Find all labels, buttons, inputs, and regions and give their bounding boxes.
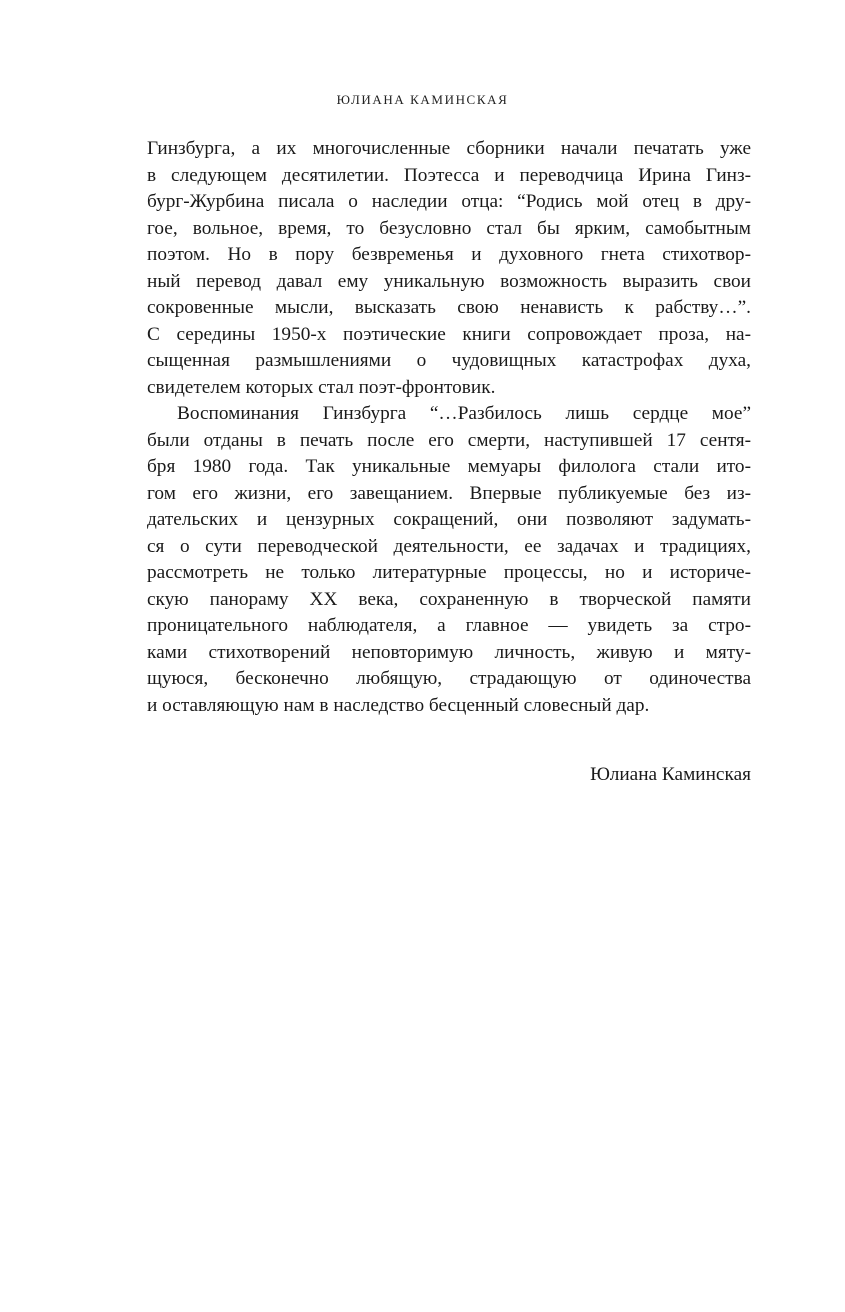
text-line: проницательного наблюдателя, а главное — увидеть за стро- (147, 615, 751, 636)
text-line: в следующем десятилетии. Поэтесса и переводчица Ирина Гинз- (147, 164, 751, 186)
text-line: ся о сути переводческой деятельности, ее задачах и традициях, (147, 535, 751, 557)
text-line: дательских и цензурных сокращений, они позволяют задумать- (147, 509, 751, 530)
text-line: ный перевод давал ему уникальную возможность выразить свои (147, 270, 751, 292)
text-line: сокровенные мысли, высказать свою ненависть к рабству…”. (147, 297, 751, 318)
text-line: сыщенная размышлениями о чудовищных катастрофах духа, (147, 350, 751, 371)
author-signature: Юлиана Каминская (590, 764, 751, 785)
text-line: рассмотреть не только литературные процессы, но и историче- (147, 562, 751, 583)
running-head: ЮЛИАНА КАМИНСКАЯ (336, 92, 509, 107)
text-line: гом его жизни, его завещанием. Впервые публикуемые без из- (147, 482, 751, 504)
text-line: гое, вольное, время, то безусловно стал бы ярким, самобытным (147, 217, 751, 239)
text-line: С середины 1950-х поэтические книги сопровождает проза, на- (147, 323, 751, 345)
text-line: поэтом. Но в пору безвременья и духовного гнета стихотвор- (147, 244, 751, 265)
body-text (147, 136, 751, 719)
text-line: щуюся, бесконечно любящую, страдающую от одиночества (147, 668, 751, 689)
text-line: Воспоминания Гинзбурга “…Разбилось лишь сердце мое” (177, 403, 751, 424)
text-line: ками стихотворений неповторимую личность, живую и мяту- (147, 641, 751, 663)
text-line: бург-Журбина писала о наследии отца: “Родись мой отец в дру- (147, 191, 751, 212)
text-line: свидетелем которых стал поэт-фронтовик. (147, 376, 496, 398)
text-line: скую панораму XX века, сохраненную в творческой памяти (147, 588, 751, 610)
paragraph-1 (147, 136, 751, 401)
text-line: и оставляющую нам в наследство бесценный словесный дар. (147, 694, 650, 716)
text-line: бря 1980 года. Так уникальные мемуары филолога стали ито- (147, 456, 751, 477)
text-line: были отданы в печать после его смерти, наступившей 17 сентя- (147, 429, 751, 451)
text-line: Гинзбурга, а их многочисленные сборники начали печатать уже (147, 138, 751, 159)
paragraph-2 (147, 401, 751, 719)
